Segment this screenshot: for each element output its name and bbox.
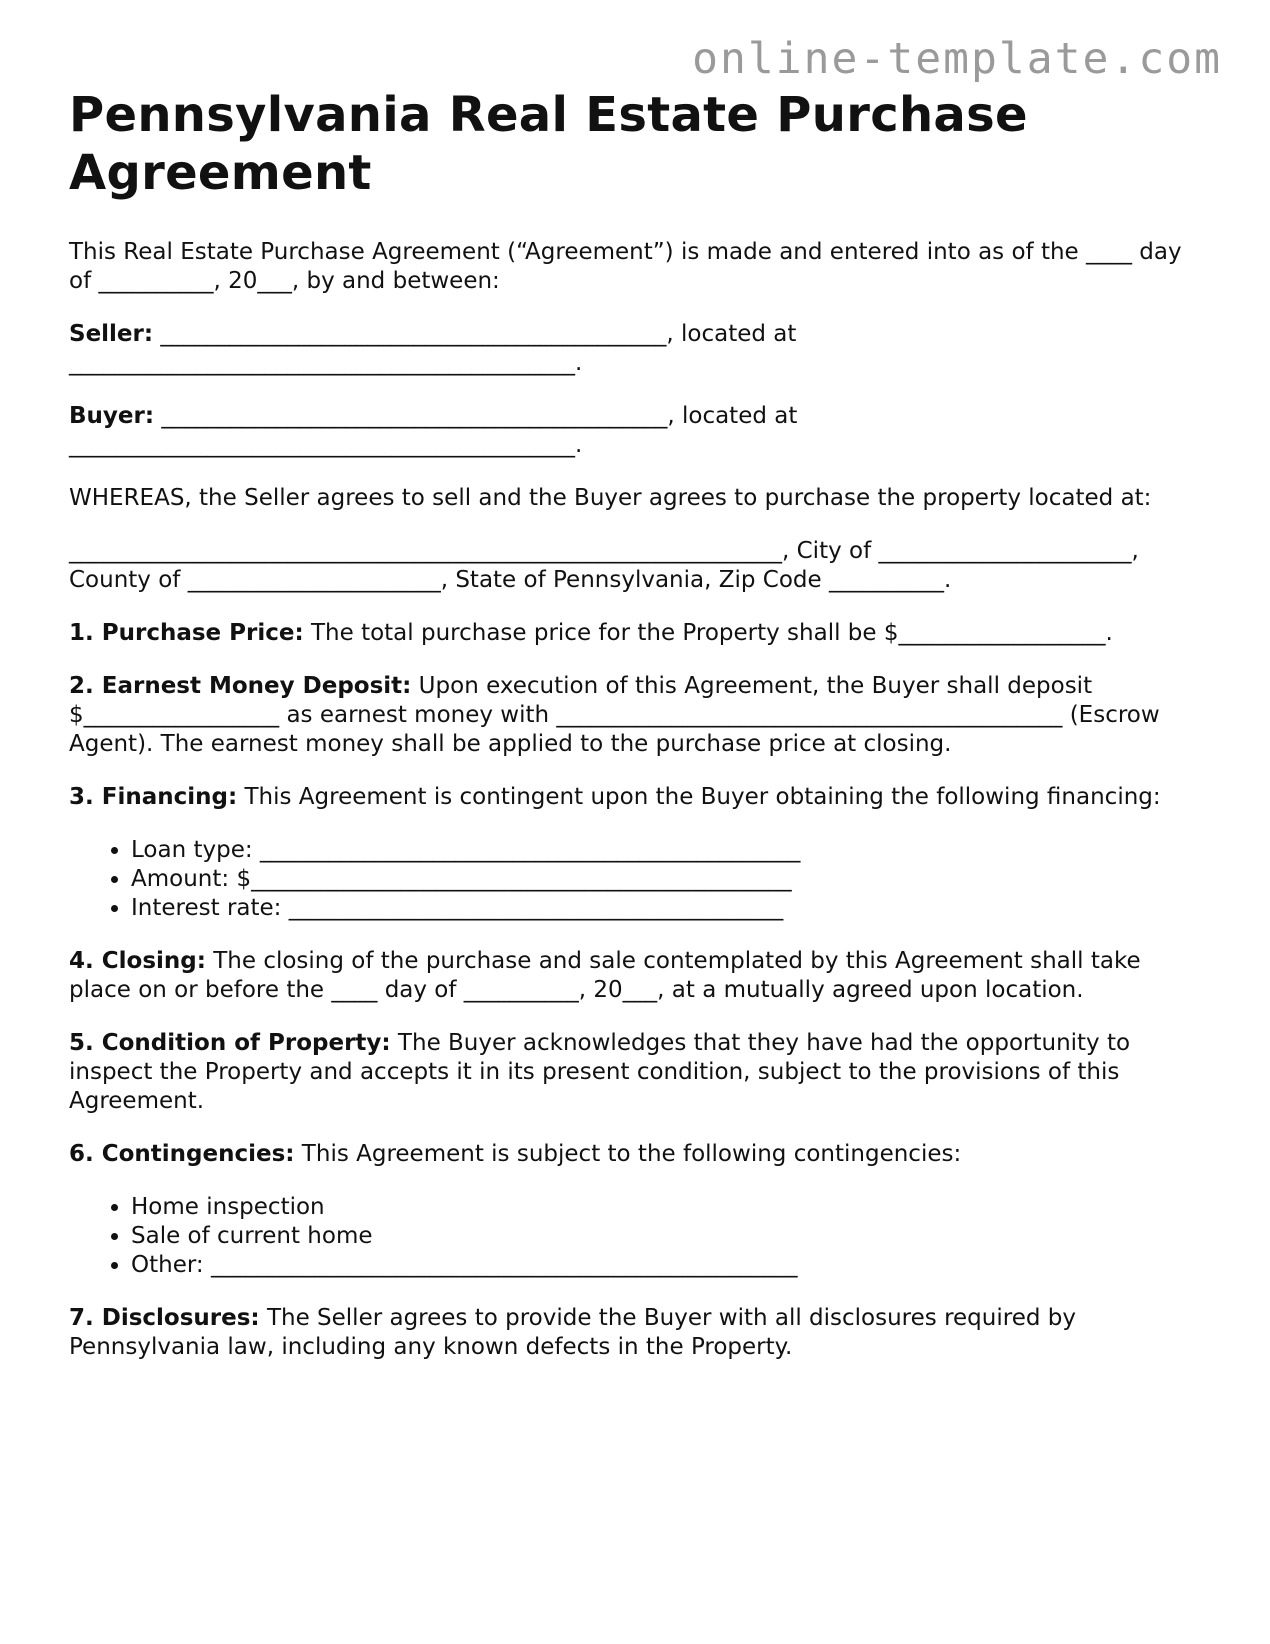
section-text: The Seller agrees to provide the Buyer with all disclosures required by Pennsylvania law, including any known defects in the Property. xyxy=(69,1305,1076,1360)
section-heading: 5. Condition of Property: xyxy=(69,1030,391,1056)
document-title: Pennsylvania Real Estate Purchase Agreement xyxy=(69,87,1028,201)
section-text: The total purchase price for the Property shall be $__________________. xyxy=(303,620,1113,646)
section-disclosures xyxy=(69,1304,1209,1362)
list-item: • Interest rate: ___________________________________________ xyxy=(131,894,1209,923)
whereas-paragraph: WHEREAS, the Seller agrees to sell and the Buyer agrees to purchase the property located at: xyxy=(69,485,1152,511)
watermark: online-template.com xyxy=(692,34,1222,84)
intro-paragraph: This Real Estate Purchase Agreement (“Agreement”) is made and entered into as of the ____ day of __________, 20___, by and between: xyxy=(69,239,1182,294)
list-item: • Other: ___________________________________________________ xyxy=(131,1251,1209,1280)
contingencies-list xyxy=(69,1193,1209,1280)
property-address: ______________________________________________________________, City of ______________________, County of ______________________, State of Pennsylvania, Zip Code __________. xyxy=(69,538,1139,593)
section-text: This Agreement is contingent upon the Buyer obtaining the following financing: xyxy=(237,784,1161,810)
buyer-text: ____________________________________________, located at ____________________________________________. xyxy=(69,403,798,458)
list-item: • Amount: $_______________________________________________ xyxy=(131,865,1209,894)
section-heading: 7. Disclosures: xyxy=(69,1305,260,1331)
section-condition xyxy=(69,1029,1209,1116)
list-item: • Sale of current home xyxy=(131,1222,1209,1251)
list-item: • Home inspection xyxy=(131,1193,1209,1222)
seller-label: Seller: xyxy=(69,321,154,347)
section-closing xyxy=(69,947,1209,1005)
section-text: This Agreement is subject to the following contingencies: xyxy=(294,1141,962,1167)
section-purchase-price xyxy=(69,619,1209,648)
section-heading: 2. Earnest Money Deposit: xyxy=(69,673,412,699)
buyer-line xyxy=(69,402,1209,460)
document-page xyxy=(69,86,1209,1386)
list-item: • Loan type: _______________________________________________ xyxy=(131,836,1209,865)
section-text: The closing of the purchase and sale contemplated by this Agreement shall take place on or before the ____ day of __________, 20___, at a mutually agreed upon location. xyxy=(69,948,1141,1003)
section-heading: 3. Financing: xyxy=(69,784,238,810)
section-heading: 6. Contingencies: xyxy=(69,1141,295,1167)
section-text: Upon execution of this Agreement, the Buyer shall deposit $_________________ as earnest money with ____________________________________________ (Escrow Agent). The earnest money shall be applied to the purchase price at closing. xyxy=(69,673,1160,757)
seller-text: ____________________________________________, located at ____________________________________________. xyxy=(69,321,797,376)
section-earnest-money xyxy=(69,672,1209,759)
financing-list xyxy=(69,836,1209,923)
section-financing xyxy=(69,783,1209,812)
section-contingencies xyxy=(69,1140,1209,1169)
buyer-label: Buyer: xyxy=(69,403,155,429)
seller-line xyxy=(69,320,1209,378)
section-text: The Buyer acknowledges that they have had the opportunity to inspect the Property and accepts it in its present condition, subject to the provisions of this Agreement. xyxy=(69,1030,1131,1114)
section-heading: 1. Purchase Price: xyxy=(69,620,304,646)
section-heading: 4. Closing: xyxy=(69,948,206,974)
